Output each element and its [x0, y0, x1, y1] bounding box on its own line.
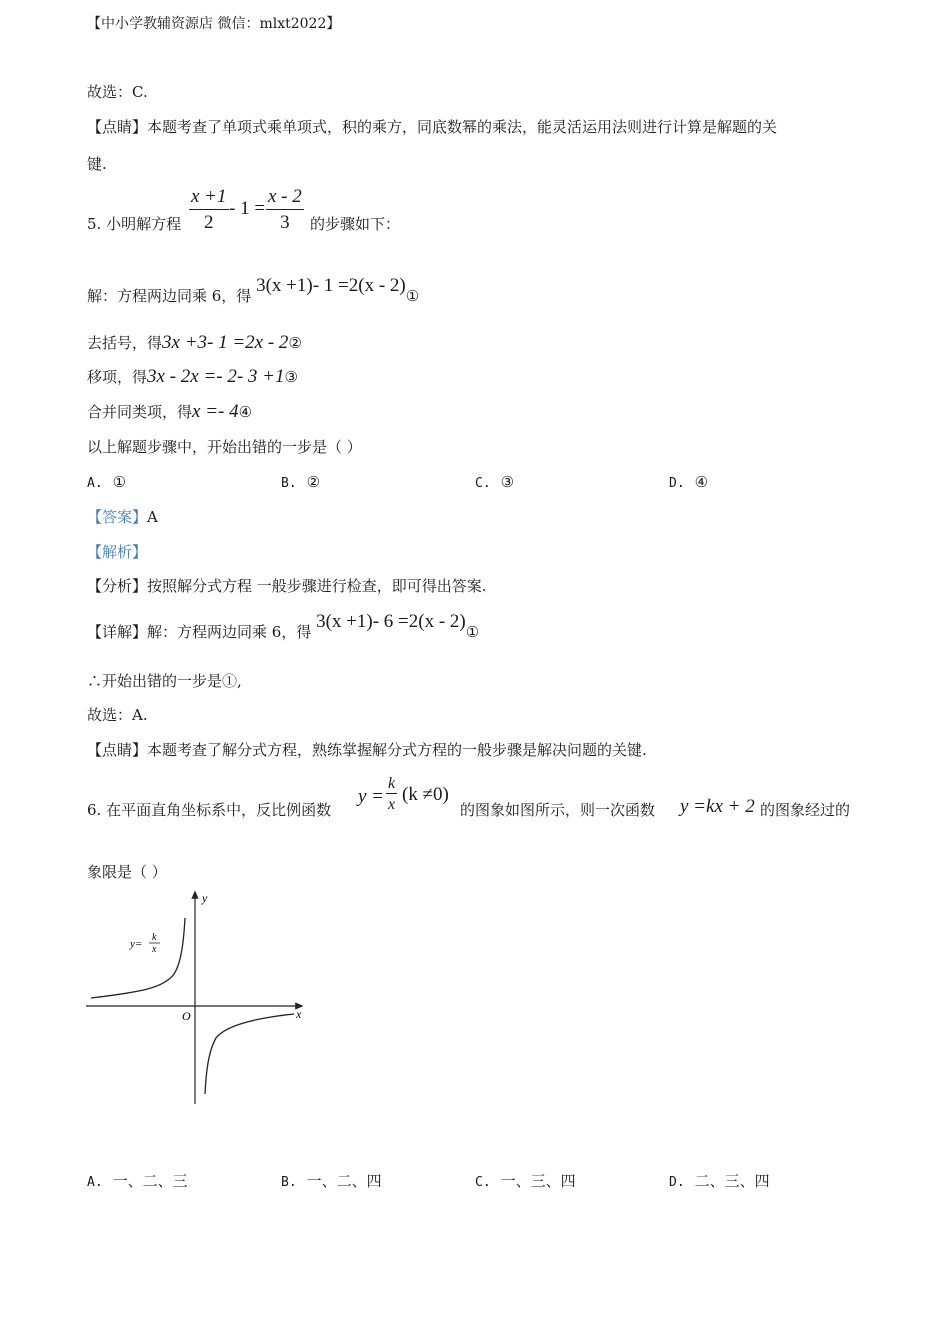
- q6-intro-mid: 的图象如图所示，则一次函数: [460, 801, 656, 819]
- q5-detail: [87, 611, 480, 642]
- q6-label-y: y: [202, 891, 208, 905]
- q5-step-3: [87, 367, 298, 387]
- q6-option-a-text: 一、二、三: [112, 1172, 188, 1190]
- q6-func-fraction: [386, 774, 397, 816]
- q6-curve-label-den: x: [152, 944, 157, 955]
- q5-step3-math: 3x - 2x =- 2- 3 +1: [147, 366, 285, 387]
- page-header: 【中小学教辅资源店 微信：mlxt2022】: [87, 16, 341, 32]
- q5-option-b[interactable]: [281, 472, 320, 494]
- q5-step-1: [87, 275, 420, 306]
- q5-step3-mark: ③: [284, 368, 298, 386]
- q5-option-c[interactable]: [475, 472, 514, 494]
- q6-label-x: x: [296, 1007, 302, 1021]
- q5-frac1-den: 2: [204, 212, 214, 233]
- q5-eq-mid: - 1 =: [229, 198, 266, 219]
- q5-detail-text: 【详解】解：方程两边同乘 6，得: [87, 623, 312, 641]
- q6-option-c[interactable]: [475, 1171, 576, 1193]
- q5-step2-mark: ②: [288, 334, 302, 352]
- q5-analysis-tag: 【解析】: [87, 543, 148, 561]
- q5-analysis: 【分析】按照解分式方程 一般步骤进行检查，即可得出答案.: [87, 577, 487, 595]
- q6-option-a[interactable]: [87, 1171, 188, 1193]
- q6-curve-label-pre: y=: [130, 938, 143, 950]
- q6-func-cond: (k ≠0): [402, 784, 449, 805]
- q5-step-4: [87, 402, 252, 422]
- q6-option-d-key: D.: [669, 1175, 685, 1190]
- q5-option-a-key: A.: [87, 476, 103, 491]
- q5-step4-math: x =- 4: [192, 401, 239, 422]
- q6-label-o: O: [182, 1009, 191, 1023]
- q5-step2-text: 去括号，得: [87, 334, 163, 352]
- q6-option-d-text: 二、三、四: [694, 1172, 770, 1190]
- q6-intro-cont: 象限是（ ）: [87, 863, 167, 881]
- q5-option-c-key: C.: [475, 476, 491, 491]
- q5-option-d-key: D.: [669, 476, 685, 491]
- q6-option-b[interactable]: [281, 1171, 382, 1193]
- q6-option-d[interactable]: [669, 1171, 770, 1193]
- q5-fraction-2: [266, 185, 304, 236]
- q5-option-b-text: ②: [306, 473, 321, 491]
- q5-intro-post: 的步骤如下：: [310, 215, 401, 233]
- q6-linear: y =kx + 2: [680, 796, 755, 817]
- q5-option-d[interactable]: [669, 472, 708, 494]
- q5-step-2: [87, 333, 302, 353]
- q6-graph: [86, 888, 316, 1108]
- q5-question: 以上解题步骤中，开始出错的一步是（ ）: [87, 438, 362, 456]
- q5-answer: [87, 507, 158, 527]
- q6-func-num: k: [388, 775, 396, 792]
- q5-frac2-den: 3: [280, 212, 290, 233]
- q5-step4-text: 合并同类项，得: [87, 403, 193, 421]
- prev-comment: 【点睛】本题考查了单项式乘单项式，积的乘方，同底数幂的乘法，能灵活运用法则进行计算是解题的关: [87, 118, 778, 136]
- q6-func-den: x: [388, 796, 396, 813]
- q5-step1-math: 3(x +1)- 1 =2(x - 2): [256, 275, 406, 296]
- q6-intro-pre: 6. 在平面直角坐标系中，反比例函数: [87, 801, 332, 819]
- q6-option-b-key: B.: [281, 1175, 297, 1190]
- q5-step3-text: 移项，得: [87, 368, 148, 386]
- q6-curve-q2: [91, 918, 185, 998]
- q5-step2-math: 3x +3- 1 =2x - 2: [162, 332, 289, 353]
- q5-step1-mark: ①: [405, 287, 420, 305]
- prev-comment-cont: 键.: [87, 155, 107, 173]
- q5-frac2-num: x - 2: [266, 185, 304, 210]
- q5-detail-mark: ①: [465, 623, 480, 641]
- q6-option-c-text: 一、三、四: [500, 1172, 576, 1190]
- q6-option-b-text: 一、二、四: [306, 1172, 382, 1190]
- q5-step4-mark: ④: [238, 403, 253, 421]
- q5-option-c-text: ③: [500, 473, 515, 491]
- q5-choose: 故选：A.: [87, 706, 148, 724]
- q6-option-a-key: A.: [87, 1175, 103, 1190]
- q5-intro-pre: 5. 小明解方程: [87, 215, 182, 233]
- prev-answer-line: 故选：C.: [87, 83, 148, 101]
- q6-curve-label-num: k: [152, 932, 157, 943]
- q5-option-d-text: ④: [694, 473, 709, 491]
- q6-curve-q4: [205, 1014, 294, 1094]
- q5-option-b-key: B.: [281, 476, 297, 491]
- q5-option-a-text: ①: [112, 473, 127, 491]
- q5-fraction-1: [189, 185, 229, 236]
- q5-frac1-num: x +1: [189, 185, 229, 210]
- q5-step1-text: 解：方程两边同乘 6，得: [87, 287, 252, 305]
- q5-answer-value: A: [147, 508, 158, 526]
- q5-therefore: ∴开始出错的一步是①,: [87, 672, 242, 690]
- q5-detail-math: 3(x +1)- 6 =2(x - 2): [316, 611, 466, 632]
- q5-comment: 【点睛】本题考查了解分式方程，熟练掌握解分式方程的一般步骤是解决问题的关键.: [87, 741, 647, 759]
- q6-option-c-key: C.: [475, 1175, 491, 1190]
- q5-answer-tag: 【答案】: [87, 508, 148, 526]
- q6-intro-post: 的图象经过的: [760, 801, 851, 819]
- q6-func-y: y =: [358, 786, 385, 807]
- q5-option-a[interactable]: [87, 472, 126, 494]
